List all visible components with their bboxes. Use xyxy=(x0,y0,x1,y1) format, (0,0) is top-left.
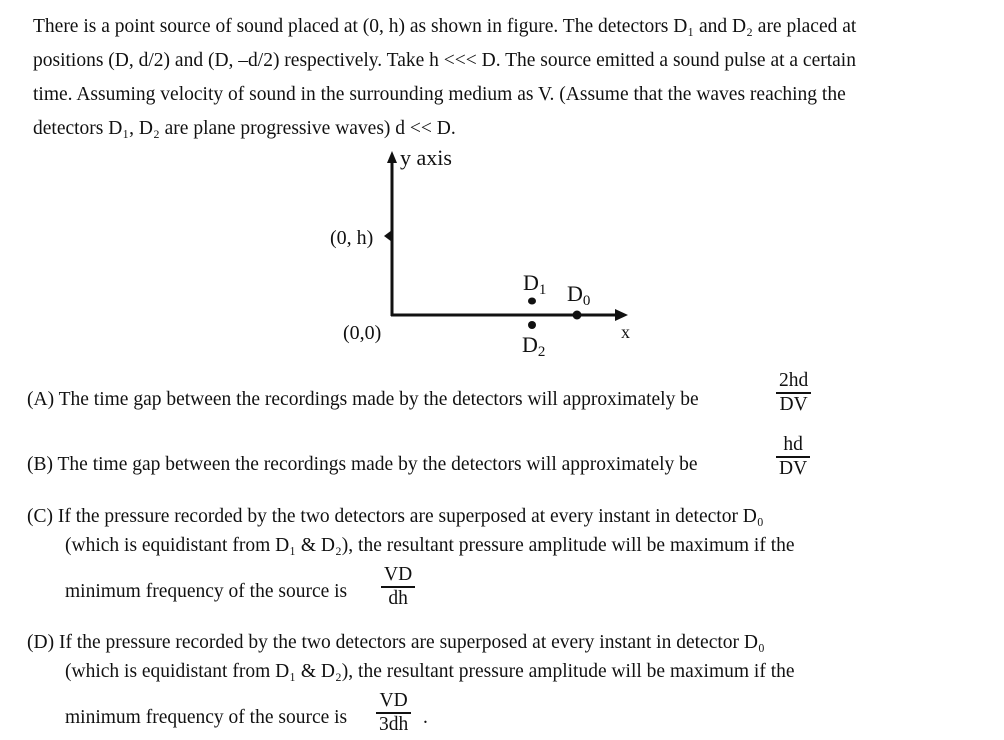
option-c-fraction xyxy=(381,564,415,610)
detector-d2-label: D2 xyxy=(522,332,546,360)
option-c-line-1: (C) If the pressure recorded by the two detectors are superposed at every instant in detector D₀ xyxy=(27,506,764,527)
y-axis-label: y axis xyxy=(400,145,452,170)
y-axis-arrow xyxy=(387,151,397,163)
option-a-text: (A) The time gap between the recordings made by the detectors will approximately be xyxy=(27,389,699,410)
option-c-numerator: VD xyxy=(384,564,413,585)
detector-d0-dot xyxy=(573,311,582,320)
detector-d1-dot xyxy=(528,298,536,305)
detector-d2-dot xyxy=(528,321,536,329)
origin-label: (0,0) xyxy=(343,322,382,344)
option-d-denominator: 3dh xyxy=(379,713,409,735)
detector-d1-label: D1 xyxy=(523,270,547,298)
intro-line-3: time. Assuming velocity of sound in the surrounding medium as V. (Assume that the waves reaching the xyxy=(33,84,846,105)
intro-line-2: positions (D, d/2) and (D, –d/2) respectively. Take h <<< D. The source emitted a sound pulse at a certain xyxy=(33,50,856,71)
option-d-numerator: VD xyxy=(379,690,408,711)
detector-d0-label: D0 xyxy=(567,281,591,309)
option-b-numerator: hd xyxy=(783,434,803,455)
source-label: (0, h) xyxy=(330,227,374,249)
option-a-fraction xyxy=(776,370,811,416)
option-c-denominator: dh xyxy=(388,587,408,609)
source-marker xyxy=(384,230,392,242)
intro-line-1: There is a point source of sound placed at (0, h) as shown in figure. The detectors D₁ and D₂ are placed at xyxy=(33,16,857,37)
x-axis-label: x xyxy=(621,322,630,342)
option-d-line-3: minimum frequency of the source is xyxy=(65,707,348,728)
intro-line-4: detectors D₁, D₂ are plane progressive waves) d << D. xyxy=(33,118,456,139)
option-d-line-2: (which is equidistant from D₁ & D₂), the resultant pressure amplitude will be maximum if the xyxy=(65,661,795,682)
option-d-line-1: (D) If the pressure recorded by the two detectors are superposed at every instant in detector D₀ xyxy=(27,632,765,653)
option-b-denominator: DV xyxy=(779,457,808,479)
option-a-denominator: DV xyxy=(779,393,808,415)
option-d-tail: . xyxy=(423,707,428,728)
option-b-text: (B) The time gap between the recordings made by the detectors will approximately be xyxy=(27,454,698,475)
option-c-line-2: (which is equidistant from D₁ & D₂), the resultant pressure amplitude will be maximum if the xyxy=(65,535,795,556)
option-b-fraction xyxy=(776,434,810,480)
option-d-fraction xyxy=(376,690,411,736)
option-c-line-3: minimum frequency of the source is xyxy=(65,581,348,602)
option-a-numerator: 2hd xyxy=(779,370,809,391)
x-axis-arrow xyxy=(615,309,628,321)
